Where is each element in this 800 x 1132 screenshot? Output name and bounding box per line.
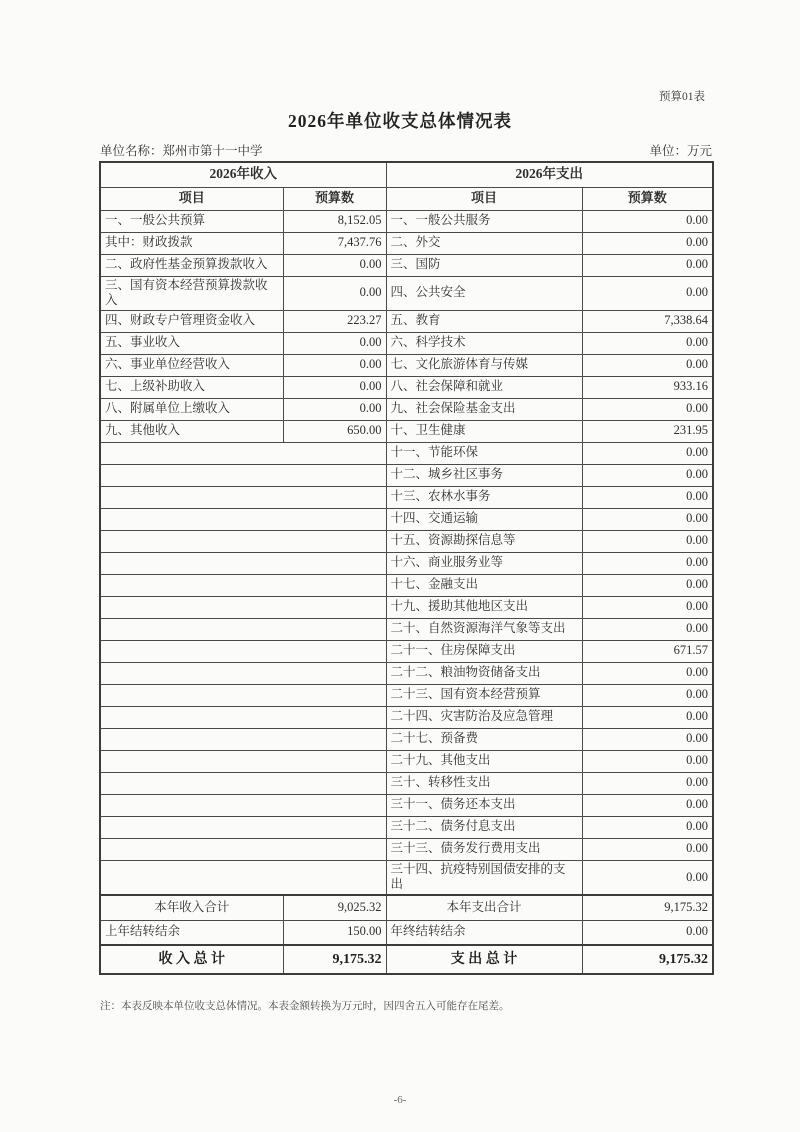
income-budget-cell: 0.00 [283, 332, 386, 354]
table-row [100, 662, 713, 684]
expense-item-cell: 三、国防 [386, 254, 582, 276]
table-row [100, 838, 713, 860]
income-summary-value-cell: 9,025.32 [283, 895, 386, 920]
income-budget-cell: 650.00 [283, 420, 386, 442]
expense-budget-cell: 0.00 [582, 706, 713, 728]
income-item-cell: 四、财政专户管理资金收入 [100, 310, 283, 332]
expense-budget-cell: 0.00 [582, 816, 713, 838]
income-item-cell: 六、事业单位经营收入 [100, 354, 283, 376]
expense-budget-cell: 0.00 [582, 794, 713, 816]
income-empty-cell [100, 640, 386, 662]
expense-budget-cell: 0.00 [582, 332, 713, 354]
income-empty-cell [100, 530, 386, 552]
table-row [100, 464, 713, 486]
income-budget-cell: 223.27 [283, 310, 386, 332]
expense-budget-cell: 0.00 [582, 838, 713, 860]
expense-summary-value-cell: 9,175.32 [582, 895, 713, 920]
expense-item-cell: 十三、农林水事务 [386, 486, 582, 508]
expense-budget-cell: 0.00 [582, 750, 713, 772]
income-item-cell: 七、上级补助收入 [100, 376, 283, 398]
income-budget-column-header: 预算数 [283, 187, 386, 210]
expense-item-cell: 二十九、其他支出 [386, 750, 582, 772]
summary-row [100, 895, 713, 920]
expense-item-cell: 二十四、灾害防治及应急管理 [386, 706, 582, 728]
expense-budget-cell: 0.00 [582, 530, 713, 552]
expense-budget-cell: 0.00 [582, 442, 713, 464]
expense-item-cell: 十六、商业服务业等 [386, 552, 582, 574]
expense-item-cell: 一、一般公共服务 [386, 210, 582, 232]
expense-summary-value-cell: 9,175.32 [582, 945, 713, 974]
table-row [100, 354, 713, 376]
expense-summary-value-cell: 0.00 [582, 920, 713, 945]
income-item-cell: 五、事业收入 [100, 332, 283, 354]
expense-summary-label-cell: 年终结转结余 [386, 920, 582, 945]
income-summary-label-cell: 上年结转结余 [100, 920, 283, 945]
income-budget-cell: 0.00 [283, 398, 386, 420]
income-budget-cell: 0.00 [283, 376, 386, 398]
table-row [100, 552, 713, 574]
table-row [100, 816, 713, 838]
expense-item-cell: 九、社会保险基金支出 [386, 398, 582, 420]
income-item-cell: 九、其他收入 [100, 420, 283, 442]
page-number: -6- [393, 1094, 407, 1106]
budget-table [99, 161, 714, 975]
expense-item-cell: 二十三、国有资本经营预算 [386, 684, 582, 706]
expense-budget-cell: 0.00 [582, 398, 713, 420]
expense-item-cell: 六、科学技术 [386, 332, 582, 354]
income-empty-cell [100, 508, 386, 530]
page-title: 2026年单位收支总体情况表 [288, 111, 512, 131]
expense-section-header: 2026年支出 [386, 162, 713, 187]
income-item-column-header: 项目 [100, 187, 283, 210]
expense-budget-cell: 0.00 [582, 464, 713, 486]
expense-budget-cell: 0.00 [582, 860, 713, 895]
income-empty-cell [100, 662, 386, 684]
expense-item-cell: 三十一、债务还本支出 [386, 794, 582, 816]
table-column-header-row [100, 187, 713, 210]
income-empty-cell [100, 772, 386, 794]
income-empty-cell [100, 574, 386, 596]
income-budget-cell: 0.00 [283, 254, 386, 276]
income-section-header: 2026年收入 [100, 162, 386, 187]
expense-budget-cell: 0.00 [582, 728, 713, 750]
income-empty-cell [100, 794, 386, 816]
income-budget-cell: 7,437.76 [283, 232, 386, 254]
table-row [100, 728, 713, 750]
income-empty-cell [100, 750, 386, 772]
expense-item-cell: 十四、交通运输 [386, 508, 582, 530]
table-row [100, 640, 713, 662]
expense-item-cell: 八、社会保障和就业 [386, 376, 582, 398]
income-empty-cell [100, 728, 386, 750]
table-header-group-row [100, 162, 713, 187]
expense-budget-cell: 0.00 [582, 662, 713, 684]
table-row [100, 530, 713, 552]
expense-budget-cell: 0.00 [582, 618, 713, 640]
expense-budget-cell: 231.95 [582, 420, 713, 442]
table-row [100, 794, 713, 816]
expense-budget-cell: 0.00 [582, 508, 713, 530]
expense-budget-cell: 0.00 [582, 486, 713, 508]
income-empty-cell [100, 618, 386, 640]
table-row [100, 376, 713, 398]
income-empty-cell [100, 464, 386, 486]
expense-item-cell: 五、教育 [386, 310, 582, 332]
expense-item-cell: 四、公共安全 [386, 276, 582, 310]
table-row [100, 596, 713, 618]
expense-item-column-header: 项目 [386, 187, 582, 210]
expense-budget-cell: 933.16 [582, 376, 713, 398]
table-row [100, 750, 713, 772]
expense-item-cell: 二十七、预备费 [386, 728, 582, 750]
table-row [100, 332, 713, 354]
income-empty-cell [100, 442, 386, 464]
expense-budget-cell: 0.00 [582, 354, 713, 376]
income-empty-cell [100, 596, 386, 618]
footnote: 注：本表反映本单位收支总体情况。本表金额转换为万元时，因四舍五入可能存在尾差。 [100, 1001, 510, 1012]
expense-budget-cell: 0.00 [582, 574, 713, 596]
income-item-cell: 二、政府性基金预算拨款收入 [100, 254, 283, 276]
expense-item-cell: 二十二、粮油物资储备支出 [386, 662, 582, 684]
table-row [100, 706, 713, 728]
expense-item-cell: 十一、节能环保 [386, 442, 582, 464]
expense-budget-cell: 0.00 [582, 276, 713, 310]
unit-of-measure: 单位：万元 [649, 144, 712, 158]
income-summary-value-cell: 150.00 [283, 920, 386, 945]
expense-item-cell: 二十一、住房保障支出 [386, 640, 582, 662]
unit-name-value: 郑州市第十一中学 [162, 144, 263, 158]
expense-item-cell: 三十三、债务发行费用支出 [386, 838, 582, 860]
expense-budget-cell: 0.00 [582, 684, 713, 706]
expense-budget-cell: 0.00 [582, 210, 713, 232]
unit-name [100, 141, 263, 159]
expense-budget-cell: 0.00 [582, 254, 713, 276]
income-budget-cell: 0.00 [283, 276, 386, 310]
table-row [100, 420, 713, 442]
income-summary-label-cell: 收 入 总 计 [100, 945, 283, 974]
expense-budget-cell: 671.57 [582, 640, 713, 662]
income-budget-cell: 0.00 [283, 354, 386, 376]
table-row [100, 210, 713, 232]
expense-budget-cell: 0.00 [582, 232, 713, 254]
expense-item-cell: 二、外交 [386, 232, 582, 254]
expense-item-cell: 十七、金融支出 [386, 574, 582, 596]
table-row [100, 254, 713, 276]
expense-budget-cell: 0.00 [582, 596, 713, 618]
summary-row [100, 920, 713, 945]
income-item-cell: 三、国有资本经营预算拨款收入 [100, 276, 283, 310]
income-item-cell: 八、附属单位上缴收入 [100, 398, 283, 420]
total-row [100, 945, 713, 974]
income-item-cell: 其中：财政拨款 [100, 232, 283, 254]
expense-item-cell: 三十四、抗疫特别国债安排的支出 [386, 860, 582, 895]
table-row [100, 310, 713, 332]
expense-item-cell: 二十、自然资源海洋气象等支出 [386, 618, 582, 640]
income-empty-cell [100, 552, 386, 574]
expense-summary-label-cell: 支 出 总 计 [386, 945, 582, 974]
income-empty-cell [100, 816, 386, 838]
table-row [100, 276, 713, 310]
income-empty-cell [100, 860, 386, 895]
income-budget-cell: 8,152.05 [283, 210, 386, 232]
expense-item-cell: 三十二、债务付息支出 [386, 816, 582, 838]
expense-item-cell: 十、卫生健康 [386, 420, 582, 442]
expense-budget-cell: 0.00 [582, 552, 713, 574]
table-row [100, 486, 713, 508]
table-row [100, 508, 713, 530]
table-row [100, 574, 713, 596]
expense-item-cell: 三十、转移性支出 [386, 772, 582, 794]
expense-item-cell: 十五、资源勘探信息等 [386, 530, 582, 552]
income-summary-label-cell: 本年收入合计 [100, 895, 283, 920]
table-row [100, 442, 713, 464]
table-row [100, 232, 713, 254]
expense-budget-cell: 7,338.64 [582, 310, 713, 332]
income-item-cell: 一、一般公共预算 [100, 210, 283, 232]
income-empty-cell [100, 486, 386, 508]
table-row [100, 860, 713, 895]
expense-item-cell: 十九、援助其他地区支出 [386, 596, 582, 618]
table-row [100, 398, 713, 420]
expense-budget-column-header: 预算数 [582, 187, 713, 210]
table-row [100, 618, 713, 640]
income-empty-cell [100, 684, 386, 706]
meta-row [100, 141, 712, 159]
form-code: 预算01表 [659, 91, 705, 103]
expense-summary-label-cell: 本年支出合计 [386, 895, 582, 920]
table-row [100, 772, 713, 794]
income-empty-cell [100, 838, 386, 860]
unit-name-label: 单位名称： [100, 144, 163, 158]
income-summary-value-cell: 9,175.32 [283, 945, 386, 974]
expense-item-cell: 十二、城乡社区事务 [386, 464, 582, 486]
income-empty-cell [100, 706, 386, 728]
expense-item-cell: 七、文化旅游体育与传媒 [386, 354, 582, 376]
budget-table-body [100, 210, 713, 974]
expense-budget-cell: 0.00 [582, 772, 713, 794]
table-row [100, 684, 713, 706]
